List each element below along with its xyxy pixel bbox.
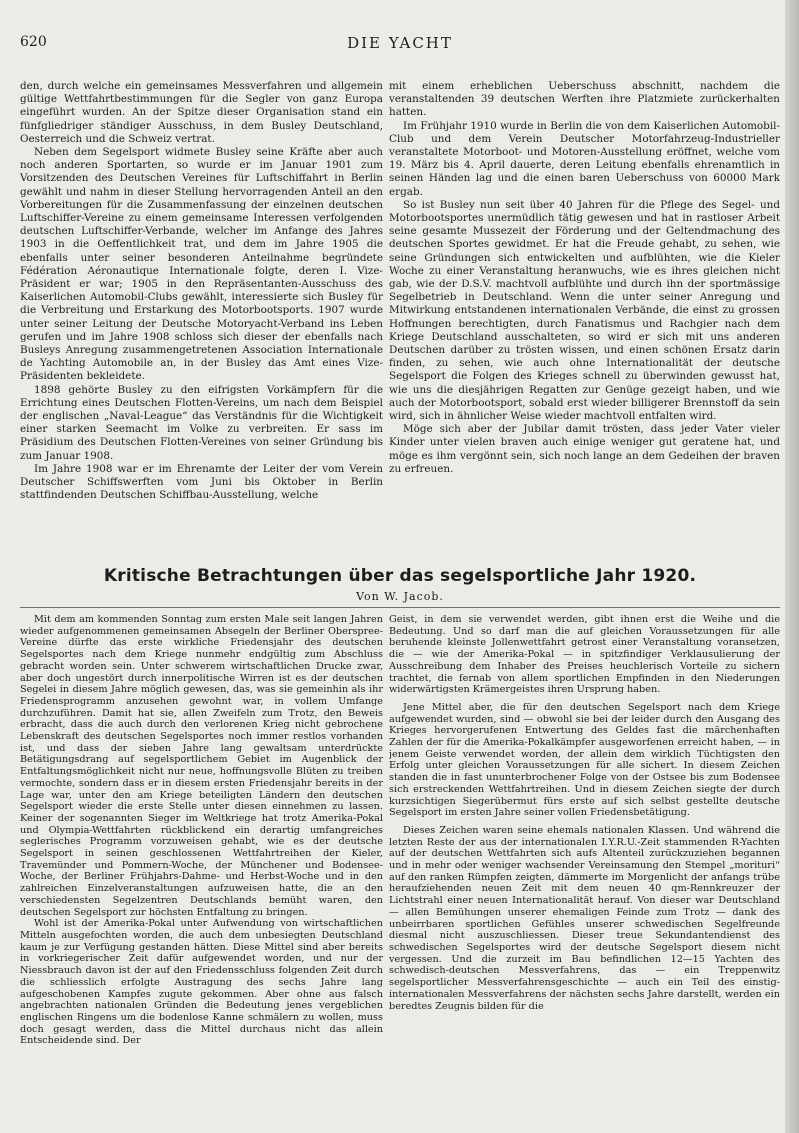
paragraph: So ist Busley nun seit über 40 Jahren für die Pflege des Segel- und Motorbootsportes unermüdlich tätig gewesen und hat in rastloser Arbeit seine gesamte Mussezeit der Förderung und der Geltendmachung des deutschen Sportes gewidmet. Er hat die Freude gehabt, zu sehen, wie seine Gründungen sich entwickelten und aufblühten, wie die Kieler Woche zu einer Veranstaltung heranwuchs, wie es ihres gleichen nicht gab, wie der D.S.V. machtvoll aufblühte und durch ihn der sportmässige Segelbetrieb in Deutschland. Wenn die unter seiner Anregung und Mitwirkung entstandenen internationalen Verbände, die einst zu grossen Hoffnungen berechtigten, durch Fanatismus und Rachgier nach dem Kriege Deutschland ausschalteten, so wird er sich mit uns anderen Deutschen darüber zu trösten wissen, und einen schönen Ersatz darin finden, zu sehen, wie auch ohne Internationalität der deutsche Segelsport die Folgen des Krieges schnell zu überwinden gewusst hat, wie uns die diesjährigen Regatten zur Genüge gezeigt haben, und wie auch der Motorbootsport, sobald erst wieder billigerer Brennstoff da sein wird, sich in ähnlicher Weise wieder machtvoll entfalten wird.: [389, 198, 780, 423]
lower-right-column: [389, 614, 780, 1124]
title-divider: [20, 607, 780, 608]
paragraph: Wohl ist der Amerika-Pokal unter Aufwendung von wirtschaftlichen Mitteln ausgefochten worden, die auch dem unbesiegten Deutschland kaum je zur Verfügung gestanden hätten. Diese Mittel sind aber bereits in vorkriegerischer Zeit dafür aufgewendet worden, und nur der Niessbrauch davon ist der auf den Friedensschluss folgenden Zeit durch die schliesslich erfolgte Austragung des sechs Jahre lang aufgeschobenen Kampfes zugute gekommen. Aber ohne aus falsch angebrachten nationalen Gründen die Bedeutung jenes vergeblichen englischen Ringens um die bodenlose Kanne schmälern zu wollen, muss doch gesagt werden, dass die Mittel durchaus nicht das allein Entscheidende sind. Der: [20, 918, 383, 1047]
page-number: 620: [20, 34, 47, 50]
journal-title: DIE YACHT: [347, 34, 453, 52]
paragraph: Möge sich aber der Jubilar damit trösten, dass jeder Vater vieler Kinder unter vielen braven auch einige weniger gut geratene hat, und möge es ihm vergönnt sein, sich noch lange an dem Gedeihen der braven zu erfreuen.: [389, 423, 780, 475]
paragraph: Im Frühjahr 1910 wurde in Berlin die von dem Kaiserlichen Automobil-Club und dem Verein Deutscher Motorfahrzeug-Industrieller veranstaltete Motorboot- und Motoren-Ausstellung eröffnet, welche vom 19. März bis 4. April dauerte, deren Leitung ebenfalls ehrenamtlich in seinen Händen lag und die einen baren Ueberschuss von 60000 Mark ergab.: [389, 119, 780, 198]
upper-left-column: [20, 80, 383, 542]
upper-right-column: [389, 80, 780, 542]
paragraph: Dieses Zeichen waren seine ehemals nationalen Klassen. Und während die letzten Reste der aus der internationalen I.Y.R.U.-Zeit stammenden R-Yachten auf der deutschen Wettfahrten sich aufs Altenteil zurückzuziehen begannen und in mehr oder weniger wachsender Vereinsamung den Stempel „morituri“ auf den ranken Rümpfen zeigten, dämmerte im Morgenlicht der anfangs trübe heraufziehenden neuen Zeit mit dem neuen 40 qm-Rennkreuzer der Lichtstrahl einer neuen Internationalität herauf. Von dieser war Deutschland — allen Bemühungen unserer ehemaligen Feinde zum Trotz — dank des unbeirrbaren sportlichen Gefühles unserer schwedischen Segelfreunde diesmal nicht auszuschliessen. Dieser treue Sekundantendienst des schwedischen Segelsportes wird der deutsche Segelsport diesem nicht vergessen. Und die zurzeit im Bau befindlichen 12—15 Yachten des schwedisch-deutschen Messverfahrens, das — ein Treppenwitz segelsportlicher Messverfahrensgeschichte — auch ein Teil des einstig-internationalen Messverfahrens der nächsten sechs Jahre darstellt, werden ein beredtes Zeugnis bilden für die: [389, 824, 780, 1012]
paragraph: mit einem erheblichen Ueberschuss abschnitt, nachdem die veranstaltenden 39 deutschen Werften ihre Platzmiete zurückerhalten hatten.: [389, 80, 780, 119]
paragraph: den, durch welche ein gemeinsames Messverfahren und allgemein gültige Wettfahrtbestimmungen für die Segler von ganz Europa eingeführt wurden. An der Spitze dieser Organisation stand ein fünfgliedriger ständiger Ausschuss, in dem Busley Deutschland, Oesterreich und die Schweiz vertrat.: [20, 80, 383, 145]
paragraph: Geist, in dem sie verwendet werden, gibt ihnen erst die Weihe und die Bedeutung. Und so darf man die auf gleichen Voraussetzungen für alle beruhende kleinste Jollenwettfahrt getrost einer Veranstaltung voransetzen, die — wie der Amerika-Pokal — in spitzfindiger Verklausulierung der Ausschreibung dem Inhaber des Preises heuchlerisch Vorteile zu sichern trachtet, die fernab von allem sportlichen Empfinden in den Niederungen widerwärtigsten Krämergeistes ihren Ursprung haben.: [389, 614, 780, 696]
paragraph: 1898 gehörte Busley zu den eifrigsten Vorkämpfern für die Errichtung eines Deutschen Flotten-Vereins, um nach dem Beispiel der englischen „Naval-League“ das Verständnis für die Wichtigkeit einer starken Seemacht im Volke zu verbreiten. Er sass im Präsidium des Deutschen Flotten-Vereines von seiner Gründung bis zum Januar 1908.: [20, 383, 383, 462]
paragraph: Neben dem Segelsport widmete Busley seine Kräfte aber auch noch anderen Sportarten, so wurde er im Januar 1901 zum Vorsitzenden des Deutschen Vereines für Luftschiffahrt in Berlin gewählt und nahm in dieser Stellung hervorragenden Anteil an den Vorbereitungen für die Zusammenfassung der einzelnen deutschen Luftschiffer-Vereine zu einem gemeinsame Interessen verfolgenden deutschen Luftschiffer-Verbande, welcher im Anfange des Jahres 1903 in die Oeffentlichkeit trat, und dem im Jahre 1905 die ebenfalls unter seiner besonderen Anteilnahme begründete Fédération Aéronautique Internationale folgte, deren I. Vize-Präsident er war; 1905 in den Repräsentanten-Ausschuss des Kaiserlichen Automobil-Clubs gewählt, interessierte sich Busley für die Verbreitung und Erstarkung des Motorbootsports. 1907 wurde unter seiner Leitung der Deutsche Motoryacht-Verband ins Leben gerufen und im Jahre 1908 schloss sich dieser der ebenfalls nach Busleys Anregung zusammengetretenen Association Internationale de Yachting Automobile an, in der Busley das Amt eines Vize-Präsidenten bekleidete.: [20, 146, 383, 383]
article-title: Kritische Betrachtungen über das segelsportliche Jahr 1920.: [103, 566, 697, 586]
lower-left-column: [20, 614, 383, 1124]
paragraph: Jene Mittel aber, die für den deutschen Segelsport nach dem Kriege aufgewendet wurden, sind — obwohl sie bei der leider durch den Ausgang des Krieges hervorgerufenen Entwertung des Geldes fast die märchenhaften Zahlen der für die Amerika-Pokalkämpfer ausgeworfenen erreicht haben, — in jenem Geiste verwendet worden, der allein dem wirklich Tüchtigsten den Erfolg unter gleichen Voraussetzungen für alle sichert. In diesem Zeichen standen die in fast ununterbrochener Folge von der Ostsee bis zum Bodensee sich erstreckenden Wettfahrtreihen. Und in diesem Zeichen siegte der durch kurzsichtigen Siegerübermut fürs erste auf sich selbst gestellte deutsche Segelsport im ersten Jahre seiner vollen Friedensbetätigung.: [389, 701, 780, 819]
page-header: [20, 34, 780, 56]
paragraph: Im Jahre 1908 war er im Ehrenamte der Leiter der vom Verein Deutscher Schiffswerften vom Juni bis Oktober in Berlin stattfindenden Deutschen Schiffbau-Ausstellung, welche: [20, 462, 383, 502]
article-author: Von W. Jacob.: [356, 590, 444, 603]
paragraph: Mit dem am kommenden Sonntag zum ersten Male seit langen Jahren wieder aufgenommenen gemeinsamen Absegeln der Berliner Oberspree-Vereine dürfte das erste wirkliche Friedensjahr des deutschen Segelsportes nach dem Kriege nunmehr endgültig zum Abschluss gebracht worden sein. Unter schwerem wirtschaftlichen Drucke zwar, aber doch ungestört durch innerpolitische Wirren ist es der deutschen Segelei in diesem Jahre möglich gewesen, das, was sie gemeinhin als ihr Friedensprogramm anzusehen gewohnt war, in vollem Umfange durchzuführen. Damit hat sie, allen Zweifeln zum Trotz, den Beweis erbracht, dass die auch durch den verlorenen Krieg nicht gebrochene Lebenskraft des deutschen Segelsportes noch immer restlos vorhanden ist, und dass der sieben Jahre lang gewaltsam unterdrückte Betätigungsdrang auf segelsportlichem Gebiet im Augenblick der Entfaltungsmöglichkeit nicht nur neue, hoffnungsvolle Blüten zu treiben vermochte, sondern dass er in diesem ersten Friedensjahr bereits in der Lage war, unter den am Kriege beteiligten Ländern den deutschen Segelsport wieder die erste Stelle unter diesen einnehmen zu lassen. Keiner der sogenannten Sieger im Weltkriege hat trotz Amerika-Pokal und Olympia-Wettfahrten rückblickend ein derartig umfangreiches seglerisches Programm vorzuweisen gehabt, wie es der deutsche Segelsport in seinen geschlossenen Wettfahrtreihen der Kieler, Travemünder und Pommern-Woche, der Münchener und Bodensee-Woche, der Berliner Frühjahrs-Dahme- und Herbst-Woche und in den zahlreichen Einzelveranstaltungen aufzuweisen hatte, die an den verschiedensten Segelzentren Deutschlands bemüht waren, den deutschen Segelsport zur höchsten Entfaltung zu bringen.: [20, 614, 383, 918]
